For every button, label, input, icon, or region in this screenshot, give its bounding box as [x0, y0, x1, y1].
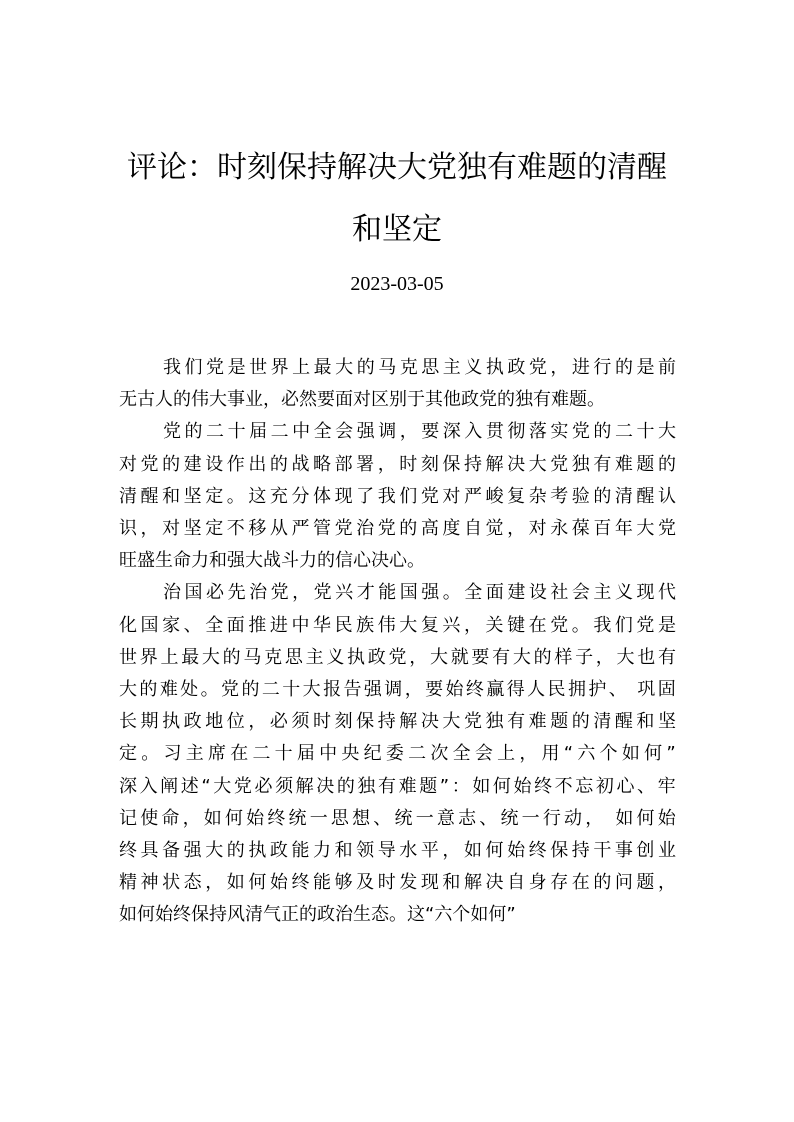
document-title-line-2: 和坚定 [352, 212, 442, 247]
paragraph-line: 终具备强大的执政能力和领导水平，如何始终保持干事创业 [119, 840, 680, 861]
paragraph-line: 无古人的伟大事业，必然要面对区别于其他政党的独有难题。 [119, 389, 605, 411]
paragraph-line: 化国家、全面推进中华民族伟大复兴，关键在党。我们党是 [119, 614, 680, 636]
paragraph-line: 治国必先治党，党兴才能国强。全面建设社会主义现代 [163, 582, 680, 604]
paragraph-line: 精神状态，如何始终能够及时发现和解决自身存在的问题， [119, 872, 680, 894]
paragraph-line: 识，对坚定不移从严管党治党的高度自觉，对永葆百年大党 [119, 518, 680, 539]
paragraph-line: 定。习主席在二十届中央纪委二次全会上，用“六个如何” [119, 743, 680, 765]
paragraph-line: 大的难处。党的二十大报告强调，要始终赢得人民拥护、 巩固 [119, 679, 679, 700]
publish-date: 2023-03-05 [350, 273, 444, 295]
paragraph-line: 深入阐述“大党必须解决的独有难题”：如何始终不忘初心、牢 [119, 775, 679, 797]
paragraph-line: 我们党是世界上最大的马克思主义执政党，进行的是前 [163, 357, 680, 378]
paragraph-line: 党的二十届二中全会强调，要深入贯彻落实党的二十大 [163, 421, 680, 443]
paragraph-line: 长期执政地位，必须时刻保持解决大党独有难题的清醒和坚 [119, 711, 680, 733]
paragraph-line: 旺盛生命力和强大战斗力的信心决心。 [119, 550, 425, 572]
document-title-line-1: 评论：时刻保持解决大党独有难题的清醒 [127, 150, 667, 185]
paragraph-line: 记使命，如何始终统一思想、统一意志、统一行动， 如何始 [119, 807, 679, 829]
paragraph-line: 清醒和坚定。这充分体现了我们党对严峻复杂考验的清醒认 [119, 485, 680, 507]
paragraph-line: 如何始终保持风清气正的政治生态。这“六个如何” [119, 904, 516, 926]
paragraph-line: 对党的建设作出的战略部署，时刻保持解决大党独有难题的 [119, 453, 680, 475]
paragraph-line: 世界上最大的马克思主义执政党，大就要有大的样子，大也有 [119, 646, 679, 668]
